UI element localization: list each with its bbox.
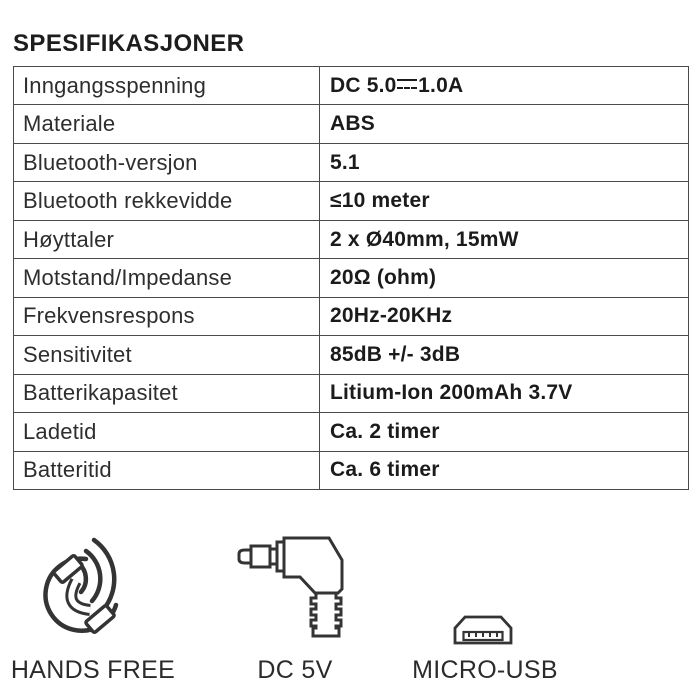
table-row — [14, 105, 689, 143]
spec-value: 2 x Ø40mm, 15mW — [320, 220, 689, 258]
micro-usb-icon — [450, 604, 516, 651]
spec-value: 20Hz-20KHz — [320, 297, 689, 335]
spec-label: Inngangsspenning — [14, 67, 320, 105]
spec-value: ABS — [320, 105, 689, 143]
micro-usb-label: MICRO-USB — [412, 656, 558, 684]
spec-value: Litium-Ion 200mAh 3.7V — [320, 374, 689, 412]
spec-label: Materiale — [14, 105, 320, 143]
dc-5v-label: DC 5V — [257, 656, 333, 684]
spec-table — [13, 66, 689, 490]
spec-label: Frekvensrespons — [14, 297, 320, 335]
spec-value: ≤10 meter — [320, 182, 689, 220]
table-row — [14, 374, 689, 412]
table-row — [14, 143, 689, 181]
table-row — [14, 182, 689, 220]
spec-label: Motstand/Impedanse — [14, 259, 320, 297]
spec-table-body — [14, 67, 689, 490]
hands-free-label: HANDS FREE — [10, 656, 176, 684]
table-row — [14, 413, 689, 451]
spec-value: 20Ω (ohm) — [320, 259, 689, 297]
hands-free-icon — [38, 537, 138, 646]
spec-value: Ca. 6 timer — [320, 451, 689, 489]
table-row — [14, 297, 689, 335]
spec-label: Høyttaler — [14, 220, 320, 258]
spec-value: 85dB +/- 3dB — [320, 336, 689, 374]
page-title: SPESIFIKASJONER — [13, 30, 245, 57]
table-row — [14, 336, 689, 374]
dc-plug-icon — [235, 530, 347, 647]
dc-symbol-icon — [397, 79, 417, 89]
spec-label: Bluetooth-versjon — [14, 143, 320, 181]
spec-label: Batterikapasitet — [14, 374, 320, 412]
table-row — [14, 67, 689, 105]
table-row — [14, 451, 689, 489]
spec-value: Ca. 2 timer — [320, 413, 689, 451]
spec-label: Bluetooth rekkevidde — [14, 182, 320, 220]
spec-label: Batteritid — [14, 451, 320, 489]
spec-label: Ladetid — [14, 413, 320, 451]
table-row — [14, 220, 689, 258]
spec-value: 5.1 — [320, 143, 689, 181]
table-row — [14, 259, 689, 297]
spec-value: DC 5.0 1.0A — [320, 67, 689, 105]
spec-label: Sensitivitet — [14, 336, 320, 374]
